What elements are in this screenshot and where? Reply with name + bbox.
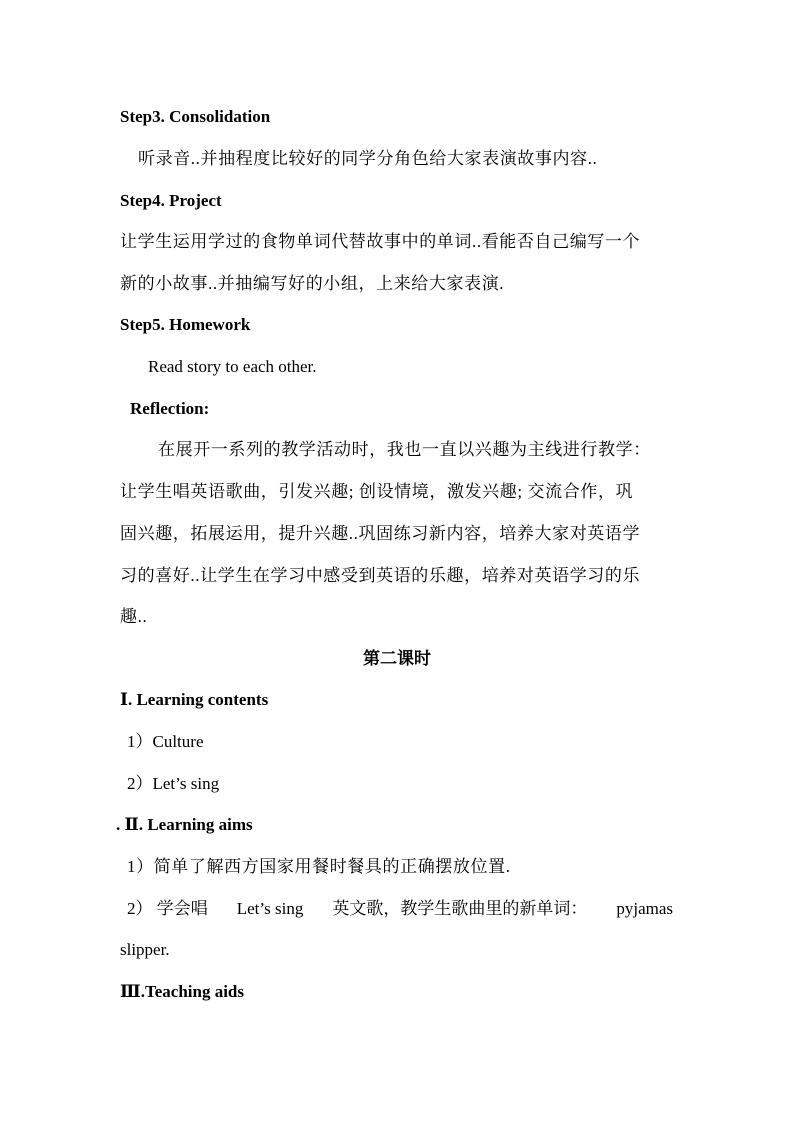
learning-aims-heading: . Ⅱ. Learning aims bbox=[116, 815, 253, 834]
lesson-title: 第二课时 bbox=[363, 649, 431, 668]
step3-text: 听录音..并抽程度比较好的同学分角色给大家表演故事内容.. bbox=[138, 149, 598, 168]
learning-contents-heading: Ⅰ. Learning contents bbox=[120, 690, 269, 709]
aims-item-2-part-1: 2） 学会唱 bbox=[127, 899, 208, 918]
step5-heading: Step5. Homework bbox=[120, 315, 251, 334]
reflection-line-2: 让学生唱英语歌曲，引发兴趣; 创设情境，激发兴趣; 交流合作，巩 bbox=[120, 482, 634, 501]
aims-item-2-part-4: pyjamas bbox=[616, 899, 673, 918]
step3-heading: Step3. Consolidation bbox=[120, 107, 271, 126]
step5-text: Read story to each other. bbox=[148, 357, 317, 376]
reflection-heading: Reflection: bbox=[130, 399, 210, 418]
teaching-aids-heading: Ⅲ.Teaching aids bbox=[120, 982, 244, 1001]
aims-item-2-continued: slipper. bbox=[120, 940, 170, 959]
step4-line-1: 让学生运用学过的食物单词代替故事中的单词..看能否自己编写一个 bbox=[120, 232, 641, 251]
aims-item-2-part-3: 英文歌，教学生歌曲里的新单词： bbox=[332, 899, 588, 918]
step4-line-2: 新的小故事..并抽编写好的小组，上来给大家表演. bbox=[120, 274, 505, 293]
reflection-line-4: 习的喜好..让学生在学习中感受到英语的乐趣，培养对英语学习的乐 bbox=[120, 566, 641, 585]
aims-item-2 bbox=[127, 899, 673, 919]
contents-item-2: 2）Let’s sing bbox=[127, 774, 220, 793]
reflection-line-3: 固兴趣，拓展运用，提升兴趣..巩固练习新内容，培养大家对英语学 bbox=[120, 524, 641, 543]
reflection-line-5: 趣.. bbox=[120, 607, 148, 626]
step4-heading: Step4. Project bbox=[120, 191, 222, 210]
aims-item-1: 1）简单了解西方国家用餐时餐具的正确摆放位置. bbox=[127, 857, 511, 876]
aims-item-2-part-2: Let’s sing bbox=[236, 899, 304, 918]
contents-item-1: 1）Culture bbox=[127, 732, 204, 751]
reflection-line-1: 在展开一系列的教学活动时，我也一直以兴趣为主线进行教学： bbox=[158, 440, 651, 459]
